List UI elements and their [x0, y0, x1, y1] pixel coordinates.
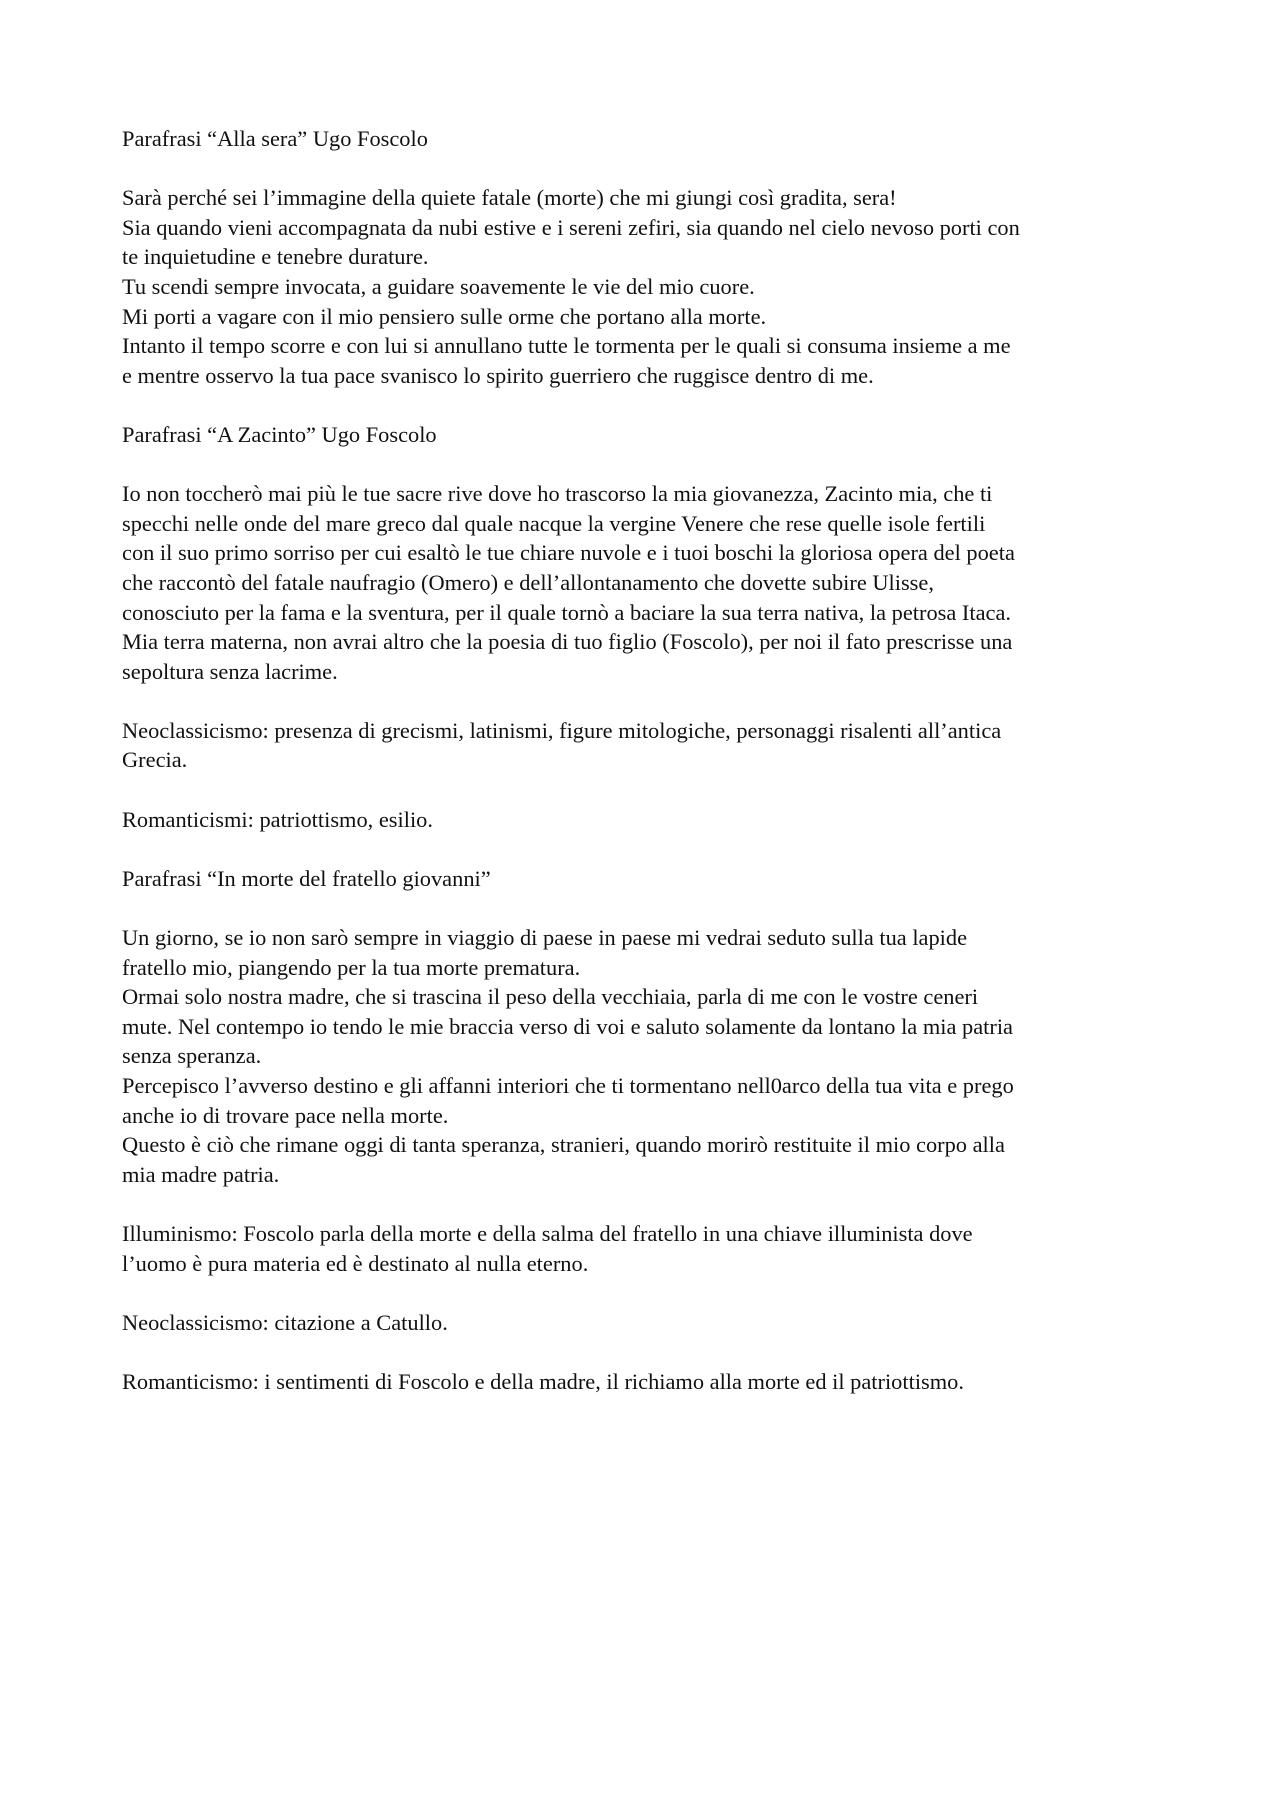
text-line: Questo è ciò che rimane oggi di tanta speranza, stranieri, quando morirò restituite il mio corpo alla — [122, 1132, 1005, 1158]
note-paragraph — [122, 1367, 1172, 1397]
text-line: specchi nelle onde del mare greco dal quale nacque la vergine Venere che rese quelle isole fertili — [122, 510, 986, 536]
text-line: Parafrasi “In morte del fratello giovanni” — [122, 865, 491, 891]
section-heading — [122, 864, 1172, 894]
section-heading — [122, 420, 1172, 450]
note-paragraph — [122, 1308, 1172, 1338]
paraphrase-paragraph — [122, 183, 1172, 390]
text-line: e mentre osservo la tua pace svanisco lo spirito guerriero che ruggisce dentro di me. — [122, 362, 874, 388]
text-line: con il suo primo sorriso per cui esaltò le tue chiare nuvole e i tuoi boschi la gloriosa opera del poeta — [122, 540, 1015, 566]
text-line: senza speranza. — [122, 1043, 262, 1069]
text-line: Illuminismo: Foscolo parla della morte e della salma del fratello in una chiave illuminista dove — [122, 1220, 973, 1246]
paraphrase-paragraph — [122, 479, 1172, 686]
note-paragraph — [122, 805, 1172, 835]
text-line: Tu scendi sempre invocata, a guidare soavemente le vie del mio cuore. — [122, 273, 755, 299]
text-line: Parafrasi “Alla sera” Ugo Foscolo — [122, 126, 428, 151]
text-line: Mia terra materna, non avrai altro che la poesia di tuo figlio (Foscolo), per noi il fato prescrisse una — [122, 629, 1013, 655]
section-heading — [122, 124, 1172, 154]
text-line: mia madre patria. — [122, 1161, 280, 1187]
note-paragraph — [122, 716, 1172, 775]
text-line: te inquietudine e tenebre durature. — [122, 244, 429, 270]
text-line: Io non toccherò mai più le tue sacre rive dove ho trascorso la mia giovanezza, Zacinto mia, che ti — [122, 481, 993, 507]
text-line: Mi porti a vagare con il mio pensiero sulle orme che portano alla morte. — [122, 303, 767, 329]
text-line: Romanticismo: i sentimenti di Foscolo e della madre, il richiamo alla morte ed il patriottismo. — [122, 1368, 964, 1394]
note-paragraph — [122, 1219, 1172, 1278]
text-line: Sarà perché sei l’immagine della quiete fatale (morte) che mi giungi così gradita, sera! — [122, 185, 897, 211]
text-line: Neoclassicismo: citazione a Catullo. — [122, 1309, 448, 1335]
text-line: Ormai solo nostra madre, che si trascina il peso della vecchiaia, parla di me con le vostre ceneri — [122, 984, 979, 1010]
text-line: Parafrasi “A Zacinto” Ugo Foscolo — [122, 421, 437, 447]
document-body — [122, 124, 1172, 1426]
text-line: l’uomo è pura materia ed è destinato al nulla eterno. — [122, 1250, 589, 1276]
text-line: Romanticismi: patriottismo, esilio. — [122, 806, 433, 832]
text-line: Intanto il tempo scorre e con lui si annullano tutte le tormenta per le quali si consuma insieme a me — [122, 333, 1011, 359]
text-line: Percepisco l’avverso destino e gli affanni interiori che ti tormentano nell0arco della tua vita e prego — [122, 1073, 1014, 1098]
text-line: fratello mio, piangendo per la tua morte prematura. — [122, 954, 581, 980]
text-line: Un giorno, se io non sarò sempre in viaggio di paese in paese mi vedrai seduto sulla tua lapide — [122, 925, 968, 951]
text-line: Neoclassicismo: presenza di grecismi, latinismi, figure mitologiche, personaggi risalenti all’antica — [122, 717, 1002, 743]
text-line: che raccontò del fatale naufragio (Omero) e dell’allontanamento che dovette subire Ulisse, — [122, 569, 934, 595]
text-line: conosciuto per la fama e la sventura, per il quale tornò a baciare la sua terra nativa, la petrosa Itaca. — [122, 599, 1011, 625]
text-line: mute. Nel contempo io tendo le mie braccia verso di voi e saluto solamente da lontano la mia patria — [122, 1013, 1013, 1039]
text-line: Grecia. — [122, 747, 188, 773]
text-line: Sia quando vieni accompagnata da nubi estive e i sereni zefiri, sia quando nel cielo nevoso porti con — [122, 214, 1020, 240]
text-line: sepoltura senza lacrime. — [122, 658, 338, 684]
text-line: anche io di trovare pace nella morte. — [122, 1102, 449, 1128]
paraphrase-paragraph — [122, 923, 1172, 1189]
